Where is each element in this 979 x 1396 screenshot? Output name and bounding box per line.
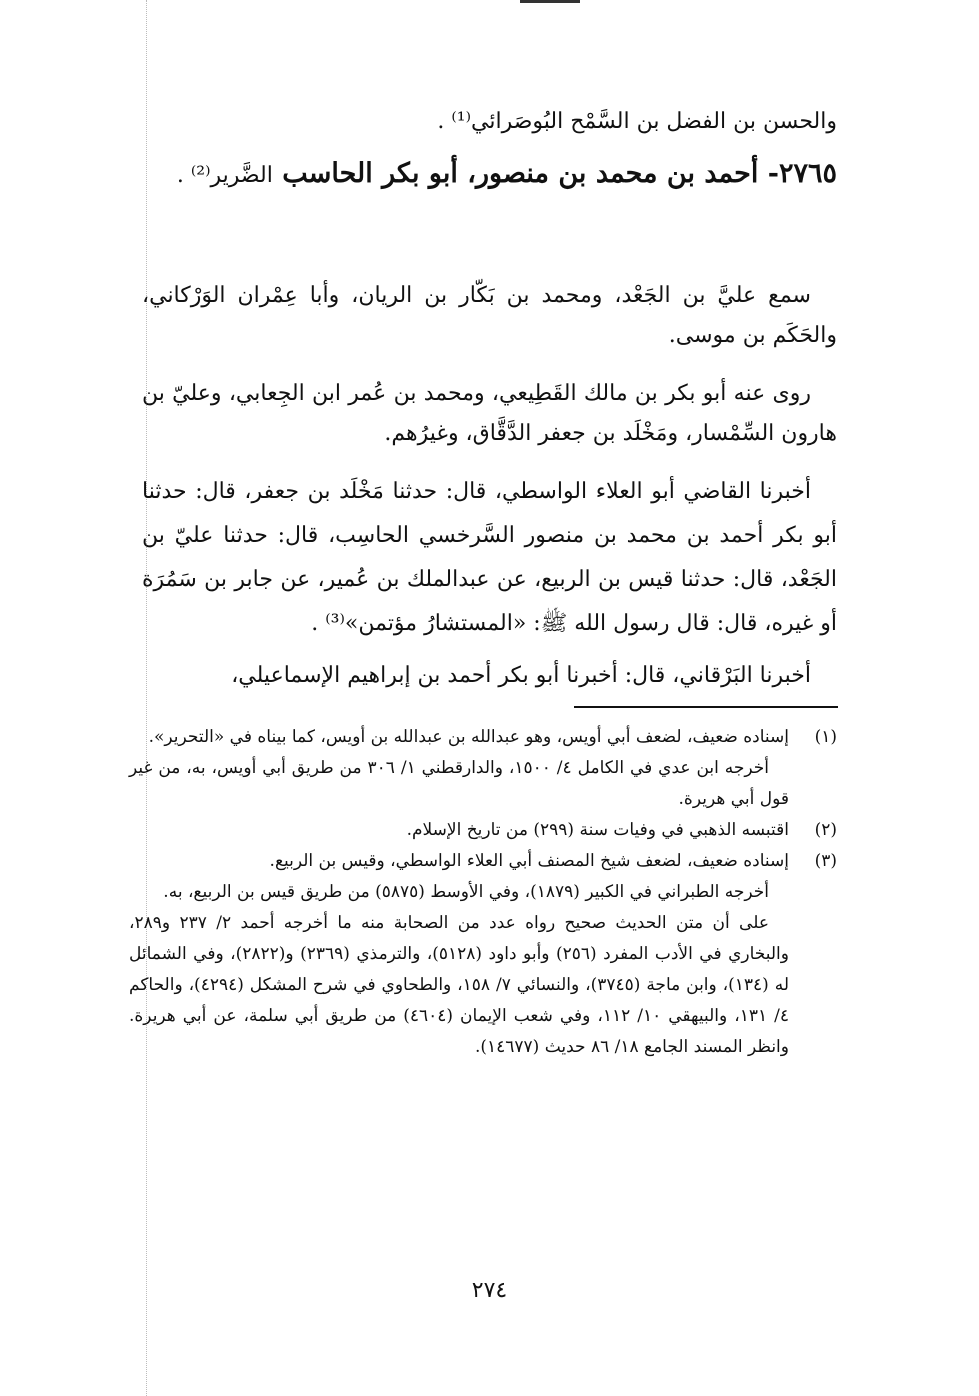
footnote-3 (129, 846, 837, 1063)
footnote-label: (٢) (814, 820, 837, 840)
entry-heading (142, 152, 837, 198)
entry-name: أحمد بن محمد بن منصور، أبو بكر الحاسب (282, 158, 759, 189)
footnote-line: أخرجه الطبراني في الكبير (١٨٧٩)، وفي الأوسط (٥٨٧٥) من طريق قيس بن الربيع، به. (163, 882, 769, 902)
entry-name-tail: الضَّرير⁽²⁾ . (176, 163, 273, 188)
paragraph-hadith: أخبرنا القاضي أبو العلاء الواسطي، قال: حدثنا مَخْلَد بن جعفر، قال: حدثنا أبو بكر أحمد بن محمد بن منصور السَّرخسي الحاسِب، قال: حدثنا عليّ بن الجَعْد، قال: حدثنا قيس بن الربيع، عن عبدالملك بن عُمير، عن جابر بن سَمُرَة أو غيره، قال: قال رسول الله ﷺ: «المستشارُ مؤتمن»⁽³⁾ . (142, 479, 837, 636)
paragraph-chain: أخبرنا البَرْقاني، قال: أخبرنا أبو بكر أحمد بن إبراهيم الإسماعيلي، (231, 663, 811, 688)
footnote-1 (129, 722, 837, 815)
footnote-line: على أن متن الحديث صحيح رواه عدد من الصحابة منه ما أخرجه أحمد ٢/ ٢٣٧ و٢٨٩، والبخاري في الأدب المفرد (٢٥٦) وأبو داود (٥١٢٨)، والترمذي (٢٣٦٩) و(٢٨٢٢)، وفي الشمائل له (١٣٤)، وابن ماجة (٣٧٤٥)، والنسائي ٧/ ١٥٨، والطحاوي في شرح المشكل (٤٢٩٤)، والحاكم ٤/ ١٣١، والبيهقي ١٠/ ١١٢، وفي شعب الإيمان (٤٦٠٤) من طريق أبي سلمة، عن أبي هريرة. وانظر المسند الجامع ١٨/ ٨٦ حديث (١٤٦٧٧). (129, 913, 789, 1057)
footnote-line: أخرجه ابن عدي في الكامل ٤/ ١٥٠٠، والدارقطني ١/ ٣٠٦ من طريق أبي أويس، به، من غير قول أبي هريرة. (129, 758, 789, 809)
entry-number: ٢٧٦٥- (767, 158, 837, 189)
footnote-line: اقتبسه الذهبي في وفيات سنة (٢٩٩) من تاريخ الإسلام. (406, 820, 789, 840)
paragraph-teachers: سمع عليَّ بن الجَعْد، ومحمد بن بَكّار بن الريان، وأبا عِمْران الوَرْكاني، والحَكَم بن موسى. (142, 283, 837, 348)
footnote-label: (١) (814, 727, 837, 747)
page-number: ٢٧٤ (471, 1278, 508, 1303)
footnote-separator (574, 706, 838, 708)
footnote-2 (129, 815, 837, 846)
paragraph-students: روى عنه أبو بكر بن مالك القَطِيعي، ومحمد بن عُمر ابن الجِعابي، وعليّ بن هارون السِّمْسار، ومَخْلَد بن جعفر الدَّقَّاق، وغيرُهم. (142, 381, 837, 446)
scan-mark (520, 0, 580, 3)
footnote-line: إسناده ضعيف، لضعف أبي أويس، وهو عبدالله بن عبدالله بن أويس، كما بيناه في «التحرير». (148, 727, 789, 747)
footnote-line: إسناده ضعيف، لضعف شيخ المصنف أبي العلاء الواسطي، وقيس بن الربيع. (269, 851, 789, 871)
footnote-label: (٣) (814, 851, 837, 871)
previous-entry-ending: والحسن بن الفضل بن السَّمْح البُوصَرائي⁽¹⁾ . (437, 109, 837, 134)
footnotes (129, 722, 837, 1063)
scan-artifact-line (146, 0, 147, 1396)
